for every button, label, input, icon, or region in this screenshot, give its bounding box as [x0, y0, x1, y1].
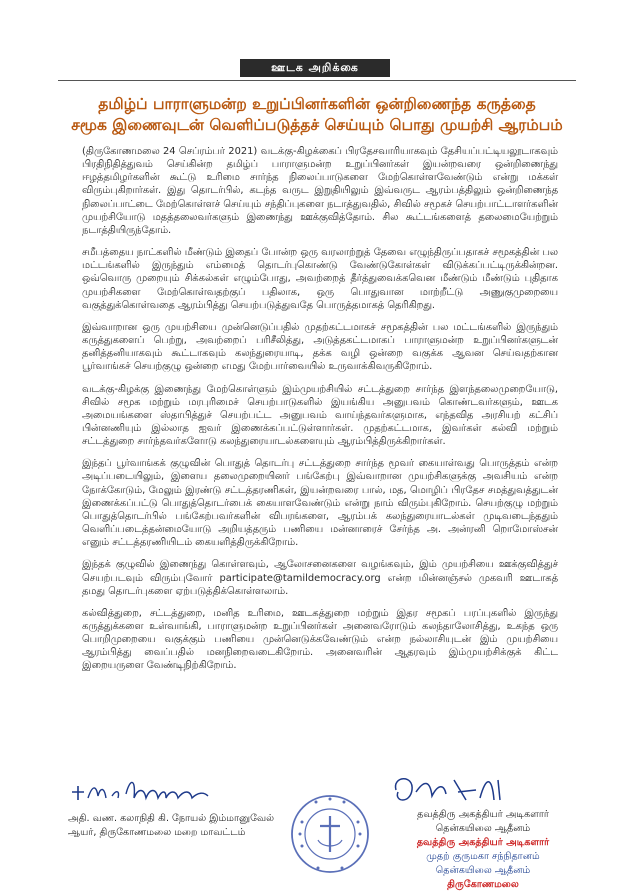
- adigalar-name: தவத்திரு அகத்தியர் அடிகளார்: [417, 809, 549, 820]
- bishop-signature: [66, 770, 216, 810]
- paragraph-5: இந்தப் பூர்வாங்கக் குழுவின் பொதுத் தொடர்பு சட்டத்துறை சார்ந்த மூவர் கையாள்வது பொருத்தம் என்ற அடிப்படையிலும், இளைய தலைமுறையினர் பங்கேற்பு இவ்வாறான முயற்சிகளுக்கு அவசியம் என்ற நோக்கோடும், மேலும் இரண்டு சட்டத்தரணிகள், இயன்றவரை பால், மத, மொழிப் பிரதேச சமத்துவத்துடன் இணைக்கப்பட்டு பொதுத்தொடர்பைக் கையாளவேண்டும் என்று நாம் விரும்புகிறோம். செயற்குழு மற்றும் பொதுத்தொடர்பில் பங்கேற்பவர்களின் விபரங்களை, ஆரம்பக் கலந்துரையாடல்கள் முடிவடைந்ததும் வெளிப்படைத்தன்மையோடு அறியத்தரும் பணியை மன்னாரைச் சேர்ந்த அ. அன்ரனி றொமோஸ்சன் எனும் சட்டத்தரணியிடம் கையளித்திருக்கிறோம்.: [82, 458, 558, 549]
- paragraph-4: வடக்கு-கிழக்கு இணைந்து மேற்கொள்ளும் இம்முயற்சியில் சட்டத்துறை சார்ந்த இளந்தலைமுறையோடு, சிவில் சமூக மற்றும் மரபுரிமைச் செயற்பாடுகளில் இயங்கிய அனுபவம் கொண்டவர்களும், ஊடக அமையங்களை ஸ்தாபித்துச் செயற்பட்ட அனுபவம் வாய்ந்தவர்களுமாக, எந்தவித அரசியற் கட்சிப் பின்னணியும் இல்லாத ஐவர் இணைக்கப்பட்டுள்ளார்கள். முதற்கட்டமாக, இவர்கள் கல்வி மற்றும் சட்டத்துறை சார்ந்தவர்களோடு கலந்துரையாடல்களையும் ஆரம்பித்திருக்கிறார்கள்.: [82, 383, 558, 448]
- stamp-line-1: தவத்திரு அகத்தியர் அடிகளார்: [416, 837, 550, 848]
- headline-line-1: தமிழ்ப் பாராளுமன்ற உறுப்பினர்களின் ஒன்றிணைந்த கருத்தை: [98, 95, 536, 113]
- paragraph-6: இந்தக் குழுவில் இணைந்து கொள்ளவும், ஆலோசனைகளை வழங்கவும், இம் முயற்சியை ஊக்குவித்துச் செயற்படவும் விரும்புவோர் participate@tamildemocracy.org என்ற மின்னஞ்சல் முகவரி ஊடாகத் தமது தொடர்புகளை ஏற்படுத்திக்கொள்ளலாம்.: [82, 559, 558, 597]
- bishop-signature-block: [68, 812, 298, 840]
- adigalar-title: தென்கயிலை ஆதீனம்: [435, 823, 531, 834]
- stamp-line-4: திருகோணமலை: [447, 879, 519, 890]
- paragraph-2: சமீபத்தைய நாட்களில் மீண்டும் இதைப் போன்ற ஒரு வரலாற்றுத் தேவை எழுந்திருப்பதாகச் சமூகத்தின் பல மட்டங்களில் இருந்தும் எம்மைத் தொடர்புகொண்டு வேண்டுகோள்கள் விடுக்கப்பட்டிருக்கின்றன. ஒவ்வொரு முறையும் சிக்கல்கள் எழும்போது, அவற்றைத் தீர்த்துவைக்கவென மீண்டும் மீண்டும் புதிதாக முயற்சிகளை மேற்கொள்வதற்குப் பதிலாக, ஒரு பொதுவான மாற்றீட்டு அணுகுமுறையை வகுத்துக்கொள்வதை ஆரம்பித்து செயற்படுத்துவதே பொருத்தமாகத் தெரிகிறது.: [82, 247, 558, 311]
- paragraph-7: கல்வித்துறை, சட்டத்துறை, மனித உரிமை, ஊடகத்துறை மற்றும் இதர சமூகப் பரப்புகளில் இருந்து கருத்துக்களை உள்வாங்கி, பாராளுமன்ற உறுப்பினர்கள் அனைவரோடும் கலந்தாலோசித்து, உகந்த ஒரு பொறிமுறையை வகுக்கும் பணியை முன்னெடுக்கவேண்டும் என்ற நல்லாசியுடன் இம் முயற்சியை ஆரம்பித்து வைப்பதில் மனநிறைவடைகிறோம். அனைவரின் ஆதரவும் இம்முயற்சிக்குக் கிட்ட இறையருளை வேண்டிநிற்கிறோம்.: [82, 607, 558, 672]
- bishop-name: அதி. வண. கலாநிதி கி. நோயல் இம்மானுவேல்: [68, 813, 275, 824]
- paragraph-3: இவ்வாறான ஒரு முயற்சியை முன்னெடுப்பதில் முதற்கட்டமாகச் சமூகத்தின் பல மட்டங்களில் இருந்தும் கருத்துகளைப் பெற்று, அவற்றைப் பரிசீலித்து, அடுத்தகட்டமாகப் பாராளுமன்ற உறுப்பினர்களுடன் தனித்தனியாகவும் கூட்டாகவும் கலந்துரையாடி, தக்க வழி ஒன்றை வகுக்க ஆவன செய்வதற்கான பூர்வாங்கச் செயற்குழு ஒன்றை எமது மேற்பார்வையில் உருவாக்கிவருகிறோம்.: [82, 321, 558, 373]
- adigalar-signature-block: [378, 808, 588, 892]
- header-rule: [58, 80, 576, 81]
- press-release-banner: ஊடக அறிக்கை: [240, 59, 390, 77]
- adigalar-signature: [388, 770, 528, 810]
- headline-line-2: சமூக இணைவுடன் வெளிப்படுத்தச் செய்யும் பொது முயற்சி ஆரம்பம்: [71, 116, 563, 134]
- stamp-line-3: தென்கயிலை ஆதீனம்: [435, 865, 531, 876]
- headline: [60, 94, 574, 136]
- bishop-seal-stamp: [288, 792, 372, 876]
- bishop-title: ஆயர், திருகோணமலை மறை மாவட்டம்: [68, 827, 246, 838]
- paragraph-1: (திருகோணமலை 24 செப்ரம்பர் 2021) வடக்கு-கிழக்கைப் பிரதேசவாரியாகவும் தேசியப்பட்டியலூடாகவும் பிரதிநிதித்துவம் செய்கின்ற தமிழ்ப் பாராளுமன்ற உறுப்பினர்கள் இயன்றவரை ஒன்றிணைந்து ஈழத்தமிழர்களின் கூட்டு உரிமை சார்ந்த நிலைப்பாடுகளை மேற்கொள்ளவேண்டும் என்று மக்கள் விரும்புகிறார்கள். இது தொடர்பில், கடந்த வருட இறுதியிலும் இவ்வருட ஆரம்பத்திலும் ஒன்றிணைந்த நிலைப்பாட்டை மேற்கொள்ளச் செய்யும் சந்திப்புகளை நடாத்துவதில், சிவில் சமூகச் செயற்பாட்டாளர்களின் முயற்சியோடு மதத்தலைவர்களும் இணைந்து ஊக்குவித்தோம். சில கூட்டங்களைத் தலைமையேற்றும் நடாத்தியிருந்தோம்.: [82, 146, 558, 236]
- stamp-line-2: முதற் குருமகா சந்நிதானம்: [426, 851, 540, 862]
- release-body: [82, 145, 558, 682]
